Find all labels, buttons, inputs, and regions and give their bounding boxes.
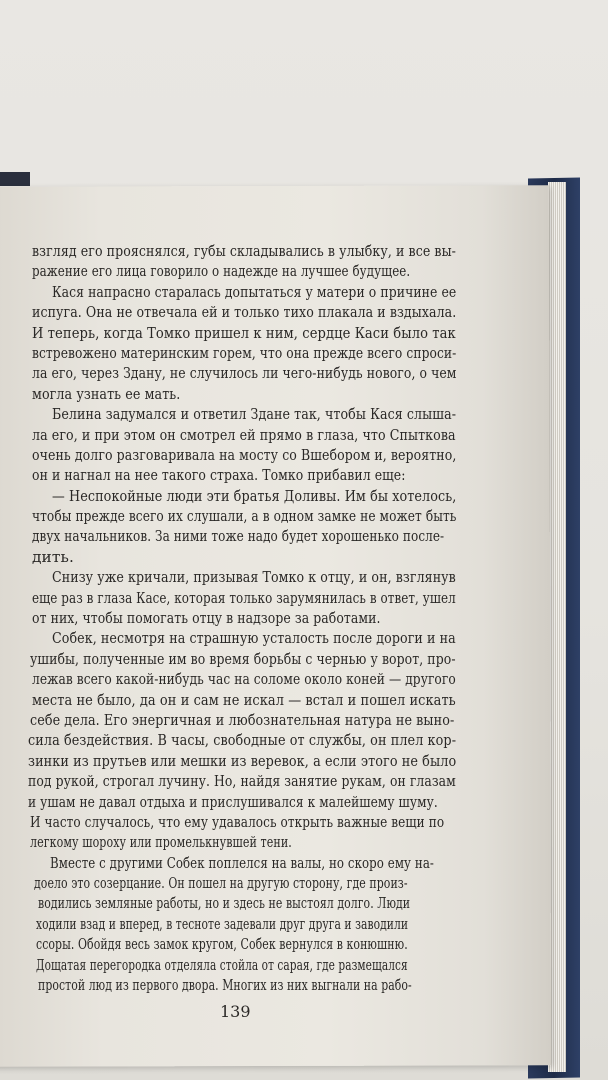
text-line: взгляд его прояснялся, губы складывались в улыбку, и все вы- bbox=[32, 242, 457, 260]
text-line: Снизу уже кричали, призывая Томко к отцу, и он, взглянув bbox=[52, 568, 456, 587]
text-line: простой люд из первого двора. Многих из них выгнали на рабо- bbox=[38, 976, 412, 994]
text-line: ссоры. Обойдя весь замок кругом, Собек вернулся в конюшню. bbox=[36, 935, 408, 954]
text-line: он и нагнал на нее такого страха. Томко прибавил еще: bbox=[32, 466, 406, 485]
text-line: И теперь, когда Томко пришел к ним, сердце Каси было так bbox=[32, 323, 456, 342]
text-line: лежав всего какой-нибудь час на соломе около коней — другого bbox=[32, 670, 456, 689]
text-line: чтобы прежде всего их слушали, а в одном замке не может быть bbox=[32, 507, 457, 526]
text-line: встревожено материнским горем, что она прежде всего спроси- bbox=[32, 343, 457, 362]
text-line: И часто случалось, что ему удавалось открыть важные вещи по bbox=[30, 812, 445, 831]
text-line: ушибы, полученные им во время борьбы с чернью у ворот, про- bbox=[30, 649, 456, 668]
text-line: дить. bbox=[32, 547, 74, 566]
text-line: очень долго разговаривала на мосту со Вшебором и, вероятно, bbox=[32, 445, 457, 464]
text-line: и ушам не давал отдыха и прислушивался к малейшему шуму. bbox=[28, 792, 438, 811]
book-cover-corner bbox=[0, 172, 30, 186]
text-line: сила бездействия. В часы, свободные от службы, он плел кор- bbox=[28, 731, 457, 750]
text-line: Белина задумался и ответил Здане так, чтобы Кася слыша- bbox=[52, 405, 457, 424]
text-line: зинки из прутьев или мешки из веревок, а если этого не было bbox=[28, 751, 457, 770]
text-line: Собек, несмотря на страшную усталость после дороги и на bbox=[52, 629, 456, 648]
text-line: ла его, и при этом он смотрел ей прямо в глаза, что Спыткова bbox=[32, 425, 456, 444]
text-line: Дощатая перегородка отделяла стойла от сарая, где размещался bbox=[36, 955, 408, 974]
text-line: легкому шороху или промелькнувшей тени. bbox=[30, 833, 292, 852]
text-line: себе дела. Его энергичная и любознательная натура не выно- bbox=[30, 710, 455, 729]
text-line: ходили взад и вперед, в тесноте задевали друг друга и заводили bbox=[36, 914, 409, 933]
text-line: — Неспокойные люди эти братья Доливы. Им бы хотелось, bbox=[52, 486, 457, 505]
text-line: ражение его лица говорило о надежде на лучшее будущее. bbox=[32, 262, 411, 281]
text-line: двух начальников. За ними тоже надо будет хорошенько после- bbox=[32, 527, 445, 546]
text-line: места не было, да он и сам не искал — встал и пошел искать bbox=[32, 690, 456, 709]
text-line: могла узнать ее мать. bbox=[32, 384, 181, 403]
text-line: испуга. Она не отвечала ей и только тихо плакала и вздыхала. bbox=[32, 303, 457, 322]
page-number: 139 bbox=[220, 1002, 251, 1021]
text-line: от них, чтобы помогать отцу в надзоре за работами. bbox=[32, 609, 381, 627]
text-line: Вместе с другими Собек поплелся на валы, но скоро ему на- bbox=[50, 853, 434, 872]
text-line: под рукой, строгал лучину. Но, найдя занятие рукам, он глазам bbox=[28, 772, 456, 791]
text-line: еще раз в глаза Касе, которая только зарумянилась в ответ, ушел bbox=[32, 588, 456, 607]
text-line: Кася напрасно старалась допытаться у матери о причине ее bbox=[52, 282, 457, 301]
text-line: доело это созерцание. Он пошел на другую сторону, где произ- bbox=[34, 874, 408, 893]
text-line: ла его, через Здану, не случилось ли чего-нибудь нового, о чем bbox=[32, 364, 457, 383]
text-line: водились земляные работы, но и здесь не выстоял долго. Люди bbox=[38, 894, 411, 913]
